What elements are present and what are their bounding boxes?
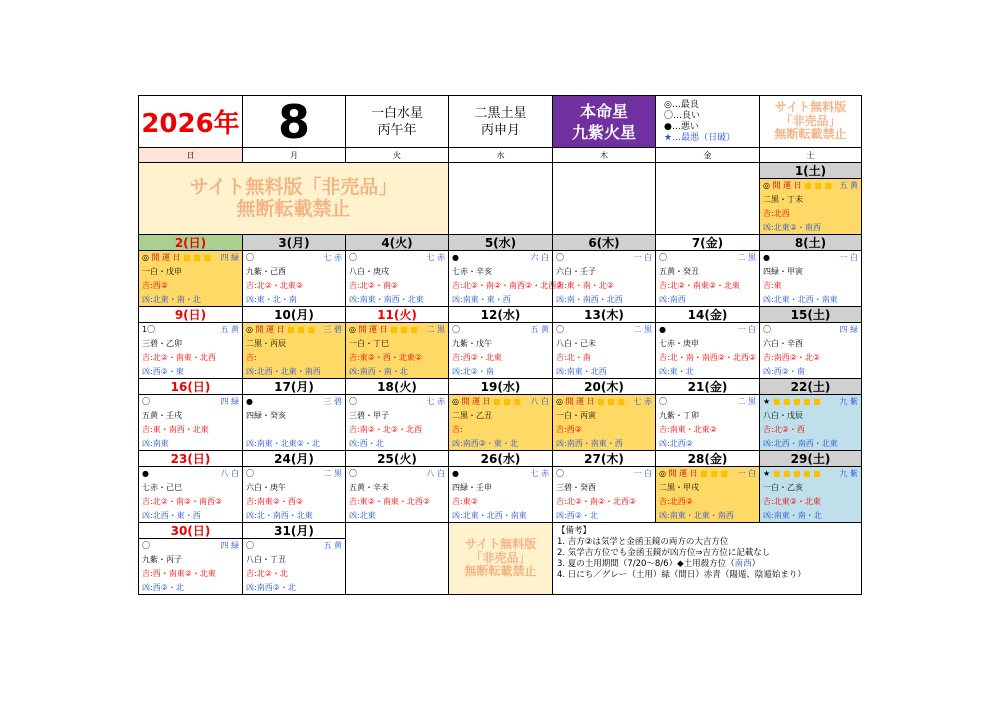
day-unlucky-directions: 凶:南西・南東・西 — [556, 439, 623, 448]
day-kanshi: 七赤・庚申 — [659, 339, 699, 348]
day-cell[interactable] — [552, 451, 655, 523]
day-date: 13(木) — [553, 307, 655, 323]
day-cell[interactable] — [345, 307, 448, 379]
day-lucky-directions: 吉: — [452, 425, 463, 434]
day-date: 18(火) — [346, 379, 448, 395]
day-lucky-directions: 吉:北西 — [763, 209, 790, 218]
day-unlucky-directions: 凶:北東②・南西 — [763, 223, 821, 232]
day-lucky-directions: 吉:北②・南東・北西 — [142, 353, 216, 362]
day-star-mark: 〇 五 黄 — [246, 541, 342, 550]
day-unlucky-directions: 凶:北東・北西・南東 — [763, 295, 838, 304]
day-kanshi: 六白・庚午 — [246, 483, 286, 492]
day-lucky-directions: 吉:北西② — [659, 497, 693, 506]
day-kanshi: 一白・丁巳 — [349, 339, 389, 348]
day-unlucky-directions: 凶:南東・南・北 — [763, 511, 822, 520]
day-kanshi: 四緑・甲寅 — [763, 267, 803, 276]
day-lucky-directions: 吉:南東・北東② — [659, 425, 717, 434]
day-kanshi: 七赤・己巳 — [142, 483, 182, 492]
day-star-mark: 〇 七 赤 — [349, 397, 445, 406]
watermark-line: 無断転載禁止 — [236, 197, 351, 220]
month-number: 8 — [277, 94, 310, 149]
note-line: 1. 吉方②は気学と金函玉鏡の両方の大吉方位 — [557, 537, 729, 547]
day-lucky-directions: 吉:北②・南東②・北東 — [659, 281, 741, 290]
weekday-5: 金 — [655, 148, 759, 163]
day-star-mark: ◎ 開 運 日 ■ ■ ■ 三 碧 — [246, 325, 342, 334]
day-lucky-directions: 吉:西・南東②・北東 — [142, 569, 216, 578]
day-kanshi: 八白・戊辰 — [763, 411, 803, 420]
day-unlucky-directions: 凶:北西・北東・南西 — [246, 367, 321, 376]
day-unlucky-directions: 凶:南東・東・西 — [452, 295, 511, 304]
note-line: 4. 日にち／グレー（土用）緑（間日）赤青（陽遁、陰遁始まり） — [557, 570, 806, 580]
legend-cell — [655, 95, 759, 148]
note-text: ） — [751, 559, 761, 569]
day-star-mark: ★ ■ ■ ■ ■ ■ 九 紫 — [763, 469, 858, 478]
day-unlucky-directions: 凶:北西② — [659, 439, 693, 448]
day-lucky-directions: 吉:南②・北②・北西 — [349, 425, 423, 434]
day-star-mark: ◎ 開 運 日 ■ ■ ■ 八 白 — [452, 397, 549, 406]
watermark-line: サイト無料版 — [464, 536, 537, 551]
note-line: 2. 気学吉方位でも金函玉鏡が凶方位⇒吉方位に記載なし — [557, 548, 771, 558]
day-unlucky-directions: 凶:南東 — [142, 439, 169, 448]
day-unlucky-directions: 凶:東・北 — [659, 367, 694, 376]
year-cell — [138, 95, 242, 148]
day-cell[interactable] — [242, 379, 345, 451]
day-lucky-directions: 吉:北②・北東② — [246, 281, 304, 290]
day-date: 29(土) — [760, 451, 861, 467]
weekday-0: 日 — [138, 148, 242, 163]
day-lucky-directions: 吉:北②・南②・北西② — [556, 497, 637, 506]
day-date: 15(土) — [760, 307, 861, 323]
day-unlucky-directions: 凶:南東・北東・南西 — [659, 511, 734, 520]
day-kanshi: 二黒・乙丑 — [452, 411, 492, 420]
day-date: 10(月) — [243, 307, 345, 323]
day-cell[interactable] — [242, 451, 345, 523]
day-star-mark: 〇 七 赤 — [246, 253, 342, 262]
year-star: 一白水星 — [370, 105, 423, 121]
day-lucky-directions: 吉: — [246, 353, 257, 362]
note-line — [557, 559, 857, 570]
day-star-mark: ● 一 白 — [763, 253, 858, 262]
day-star-mark: ● 六 白 — [452, 253, 549, 262]
day-kanshi: 二黒・甲戌 — [659, 483, 699, 492]
day-kanshi: 九紫・丙子 — [142, 555, 182, 564]
day-cell[interactable] — [552, 379, 655, 451]
day-cell[interactable] — [655, 451, 759, 523]
day-cell[interactable] — [138, 235, 242, 307]
notes-title: 【備考】 — [557, 526, 592, 536]
day-unlucky-directions: 凶:北②・南 — [452, 367, 494, 376]
day-star-mark: ◎ 開 運 日 ■ ■ ■ 二 黒 — [349, 325, 445, 334]
day-lucky-directions: 吉:北②・南② — [349, 281, 399, 290]
day-unlucky-directions: 凶:西・北 — [349, 439, 384, 448]
legend-good: 〇…良い — [664, 110, 701, 121]
day-date: 24(月) — [243, 451, 345, 467]
day-star-mark: 〇 一 白 — [556, 469, 652, 478]
day-star-mark: 〇 八 白 — [349, 469, 445, 478]
legend-best: ◎…最良 — [664, 99, 699, 110]
day-cell[interactable] — [759, 163, 862, 235]
weekday-4: 木 — [552, 148, 655, 163]
day-unlucky-directions: 凶:南東・北西 — [556, 367, 607, 376]
day-cell[interactable] — [655, 379, 759, 451]
day-star-mark: 〇 二 黒 — [659, 397, 756, 406]
day-lucky-directions: 吉:南西②・北② — [763, 353, 821, 362]
day-star-mark: ◎ 開 運 日 ■ ■ ■ 一 白 — [659, 469, 756, 478]
day-lucky-directions: 吉:東② — [452, 497, 478, 506]
month-star-cell — [448, 95, 552, 148]
day-lucky-directions: 吉:北②・南②・南西② — [142, 497, 223, 506]
day-star-mark: ◎ 開 運 日 ■ ■ ■ 五 黄 — [763, 181, 858, 190]
day-date: 4(火) — [346, 235, 448, 251]
day-lucky-directions: 吉:西②・北東 — [452, 353, 502, 362]
year-kanshi: 丙午年 — [377, 122, 417, 138]
watermark-line: サイト無料版「非売品」 — [189, 175, 398, 198]
day-cell[interactable] — [759, 451, 862, 523]
day-kanshi: 八白・己未 — [556, 339, 596, 348]
day-unlucky-directions: 凶:北東・南・北 — [142, 295, 201, 304]
day-cell[interactable] — [448, 451, 552, 523]
year-label: 2026年 — [141, 109, 240, 139]
day-star-mark: 〇 二 黒 — [659, 253, 756, 262]
day-unlucky-directions: 凶:南西②・北 — [246, 583, 296, 592]
day-date: 3(月) — [243, 235, 345, 251]
day-star-mark: ● 七 赤 — [452, 469, 549, 478]
day-kanshi: 四緑・壬申 — [452, 483, 492, 492]
day-star-mark: ● 一 白 — [659, 325, 756, 334]
weekday-2: 火 — [345, 148, 448, 163]
small-watermark — [448, 523, 552, 595]
day-cell[interactable] — [242, 523, 345, 595]
day-kanshi: 一白・戊申 — [142, 267, 182, 276]
day-cell[interactable] — [448, 379, 552, 451]
note-text: 3. 夏の土用期間（7/20～8/6）◆土用殺方位（ — [557, 559, 735, 569]
day-lucky-directions: 吉:東②・西・北東② — [349, 353, 423, 362]
day-unlucky-directions: 凶:南東・南西・北東 — [349, 295, 424, 304]
day-star-mark: 〇 二 黒 — [246, 469, 342, 478]
day-kanshi: 二黒・丙辰 — [246, 339, 286, 348]
header-watermark — [759, 95, 862, 148]
day-date: 16(日) — [139, 379, 242, 395]
day-kanshi: 六白・壬子 — [556, 267, 596, 276]
day-cell[interactable] — [759, 379, 862, 451]
day-lucky-directions: 吉:北②・西 — [763, 425, 805, 434]
day-kanshi: 八白・庚戌 — [349, 267, 389, 276]
day-kanshi: 五黄・癸丑 — [659, 267, 699, 276]
empty-cell — [448, 163, 552, 235]
weekday-3: 水 — [448, 148, 552, 163]
day-date: 12(水) — [449, 307, 552, 323]
day-star-mark: 〇 四 緑 — [142, 397, 239, 406]
day-star-mark: ◎ 開 運 日 ■ ■ ■ 七 赤 — [556, 397, 652, 406]
day-lucky-directions: 吉:北東②・北東 — [763, 497, 821, 506]
watermark-line: 「非売品」 — [470, 550, 531, 565]
day-unlucky-directions: 凶:北西・南西・北東 — [763, 439, 838, 448]
day-star-mark: 〇 七 赤 — [349, 253, 445, 262]
day-kanshi: 五黄・辛未 — [349, 483, 389, 492]
day-kanshi: 九紫・戊午 — [452, 339, 492, 348]
day-unlucky-directions: 凶:北西・東・西 — [142, 511, 201, 520]
day-kanshi: 五黄・壬戌 — [142, 411, 182, 420]
honmei-star: 九紫火星 — [571, 122, 636, 142]
day-lucky-directions: 吉:東・南・北② — [556, 281, 614, 290]
day-date: 27(木) — [553, 451, 655, 467]
day-cell[interactable] — [552, 235, 655, 307]
day-star-mark: 〇 四 緑 — [763, 325, 858, 334]
day-lucky-directions: 吉:西② — [142, 281, 168, 290]
day-kanshi: 七赤・辛亥 — [452, 267, 492, 276]
day-date: 23(日) — [139, 451, 242, 467]
day-date: 22(土) — [760, 379, 861, 395]
day-cell[interactable] — [759, 235, 862, 307]
day-date: 31(月) — [243, 523, 345, 539]
day-date: 6(木) — [553, 235, 655, 251]
day-unlucky-directions: 凶:南西②・東・北 — [452, 439, 518, 448]
day-date: 14(金) — [656, 307, 759, 323]
day-star-mark: ● 八 白 — [142, 469, 239, 478]
month-cell — [242, 95, 345, 148]
day-star-mark: 〇 二 黒 — [556, 325, 652, 334]
day-lucky-directions: 吉:北・南・南西②・北西② — [659, 353, 757, 362]
calendar — [138, 95, 862, 610]
day-date: 2(日) — [139, 235, 242, 251]
day-cell[interactable] — [345, 451, 448, 523]
day-date: 26(水) — [449, 451, 552, 467]
day-date: 21(金) — [656, 379, 759, 395]
day-unlucky-directions: 凶:南西・南・北 — [349, 367, 408, 376]
day-kanshi: 八白・丁丑 — [246, 555, 286, 564]
day-lucky-directions: 吉:東②・南東・北西② — [349, 497, 431, 506]
legend-worst: ★…最悪（日破） — [664, 132, 736, 143]
big-watermark — [138, 163, 448, 235]
day-date: 8(土) — [760, 235, 861, 251]
day-kanshi: 一白・乙亥 — [763, 483, 803, 492]
day-star-mark: 〇 五 黄 — [452, 325, 549, 334]
day-star-mark: ★ ■ ■ ■ ■ ■ 九 紫 — [763, 397, 858, 406]
day-star-mark: ◎ 開 運 日 ■ ■ ■ 四 緑 — [142, 253, 239, 262]
watermark-line: 「非売品」 — [780, 113, 841, 128]
day-unlucky-directions: 凶:西②・南 — [763, 367, 805, 376]
day-cell[interactable] — [242, 307, 345, 379]
day-kanshi: 六白・辛酉 — [763, 339, 803, 348]
day-date: 9(日) — [139, 307, 242, 323]
day-kanshi: 四緑・癸亥 — [246, 411, 286, 420]
day-lucky-directions: 吉:東 — [763, 281, 782, 290]
day-cell[interactable] — [448, 235, 564, 307]
empty-cell — [552, 163, 655, 235]
day-kanshi: 九紫・丁卯 — [659, 411, 699, 420]
day-unlucky-directions: 凶:西②・東 — [142, 367, 184, 376]
day-cell[interactable] — [448, 307, 552, 379]
day-kanshi: 二黒・丁未 — [763, 195, 803, 204]
day-unlucky-directions: 凶:北東・北西・南東 — [452, 511, 527, 520]
day-date: 11(火) — [346, 307, 448, 323]
month-star: 二黒土星 — [474, 105, 527, 121]
day-date: 20(木) — [553, 379, 655, 395]
day-lucky-directions: 吉:北・南 — [556, 353, 591, 362]
year-star-cell — [345, 95, 448, 148]
day-lucky-directions: 吉:東・南西・北東 — [142, 425, 209, 434]
day-date: 19(水) — [449, 379, 552, 395]
day-kanshi: 三碧・乙卯 — [142, 339, 182, 348]
month-kanshi: 丙申月 — [480, 122, 520, 138]
legend-bad: ●…悪い — [664, 121, 699, 132]
weekday-6: 土 — [759, 148, 862, 163]
day-date: 28(金) — [656, 451, 759, 467]
day-cell[interactable] — [655, 307, 759, 379]
day-star-mark: 〇 四 緑 — [142, 541, 239, 550]
day-cell[interactable] — [138, 379, 242, 451]
day-kanshi: 三碧・甲子 — [349, 411, 389, 420]
day-unlucky-directions: 凶:北・南西・北東 — [246, 511, 313, 520]
day-cell[interactable] — [345, 235, 448, 307]
day-cell[interactable] — [138, 451, 242, 523]
day-unlucky-directions: 凶:南東・北東②・北 — [246, 439, 320, 448]
honmei-cell — [552, 95, 655, 148]
day-cell[interactable] — [138, 523, 242, 595]
day-star-mark: 〇 一 白 — [556, 253, 652, 262]
day-unlucky-directions: 凶:西②・北 — [142, 583, 184, 592]
day-date: 25(火) — [346, 451, 448, 467]
note-direction: 南西 — [734, 559, 752, 569]
day-unlucky-directions: 凶:西②・北 — [556, 511, 598, 520]
day-lucky-directions — [243, 423, 345, 437]
day-date: 5(水) — [449, 235, 552, 251]
day-date: 30(日) — [139, 523, 242, 539]
empty-cell — [345, 523, 448, 595]
day-lucky-directions: 吉:北②・北 — [246, 569, 288, 578]
watermark-line: サイト無料版 — [774, 99, 847, 114]
day-lucky-directions: 吉:北②・南②・南西②・北西② — [452, 281, 564, 290]
day-date: 7(金) — [656, 235, 759, 251]
day-unlucky-directions: 凶:北東 — [349, 511, 376, 520]
day-cell[interactable] — [345, 379, 448, 451]
empty-cell — [655, 163, 759, 235]
day-cell[interactable] — [655, 235, 759, 307]
day-cell[interactable] — [552, 307, 655, 379]
day-cell[interactable] — [759, 307, 862, 379]
day-lucky-directions: 吉:西② — [556, 425, 582, 434]
day-kanshi: 九紫・己酉 — [246, 267, 286, 276]
day-kanshi: 一白・丙寅 — [556, 411, 596, 420]
day-unlucky-directions: 凶:南西 — [659, 295, 686, 304]
day-unlucky-directions: 凶:南・南西・北西 — [556, 295, 623, 304]
day-cell[interactable] — [242, 235, 345, 307]
day-star-mark: 1〇 五 黄 — [142, 325, 239, 334]
honmei-label: 本命星 — [579, 101, 628, 121]
notes-box — [552, 523, 862, 595]
day-star-mark: ● 三 碧 — [246, 397, 342, 406]
day-unlucky-directions: 凶:東・北・南 — [246, 295, 297, 304]
day-lucky-directions: 吉:南東②・西② — [246, 497, 304, 506]
day-cell[interactable] — [138, 307, 242, 379]
watermark-line: 無断転載禁止 — [464, 564, 537, 579]
day-date: 1(土) — [760, 163, 861, 179]
weekday-1: 月 — [242, 148, 345, 163]
day-date: 17(月) — [243, 379, 345, 395]
day-kanshi: 三碧・癸酉 — [556, 483, 596, 492]
watermark-line: 無断転載禁止 — [774, 127, 847, 142]
